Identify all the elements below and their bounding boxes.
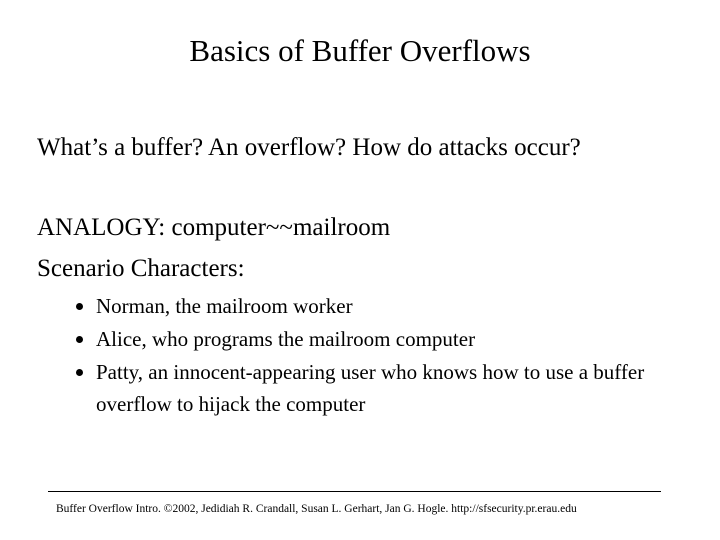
footer-credit: Buffer Overflow Intro. ©2002, Jedidiah R. Crandall, Susan L. Gerhart, Jan G. Hogle. http://sfsecurity.pr.erau.edu	[56, 503, 577, 515]
intro-question: What’s a buffer? An overflow? How do attacks occur?	[37, 134, 581, 161]
list-item	[76, 323, 696, 356]
slide-title: Basics of Buffer Overflows	[189, 33, 531, 68]
bullet-icon	[76, 303, 83, 310]
characters-list	[76, 290, 696, 420]
character-norman: Norman, the mailroom worker	[96, 294, 353, 318]
analogy-line: ANALOGY: computer~~mailroom	[37, 214, 391, 241]
bullet-icon	[76, 369, 83, 376]
list-item	[76, 290, 696, 323]
list-item	[76, 356, 696, 420]
character-alice: Alice, who programs the mailroom computer	[96, 327, 476, 351]
character-patty: Patty, an innocent-appearing user who knows how to use a buffer overflow to hijack the computer	[96, 360, 645, 416]
characters-heading: Scenario Characters:	[37, 255, 245, 282]
footer-divider	[48, 491, 661, 492]
bullet-icon	[76, 336, 83, 343]
